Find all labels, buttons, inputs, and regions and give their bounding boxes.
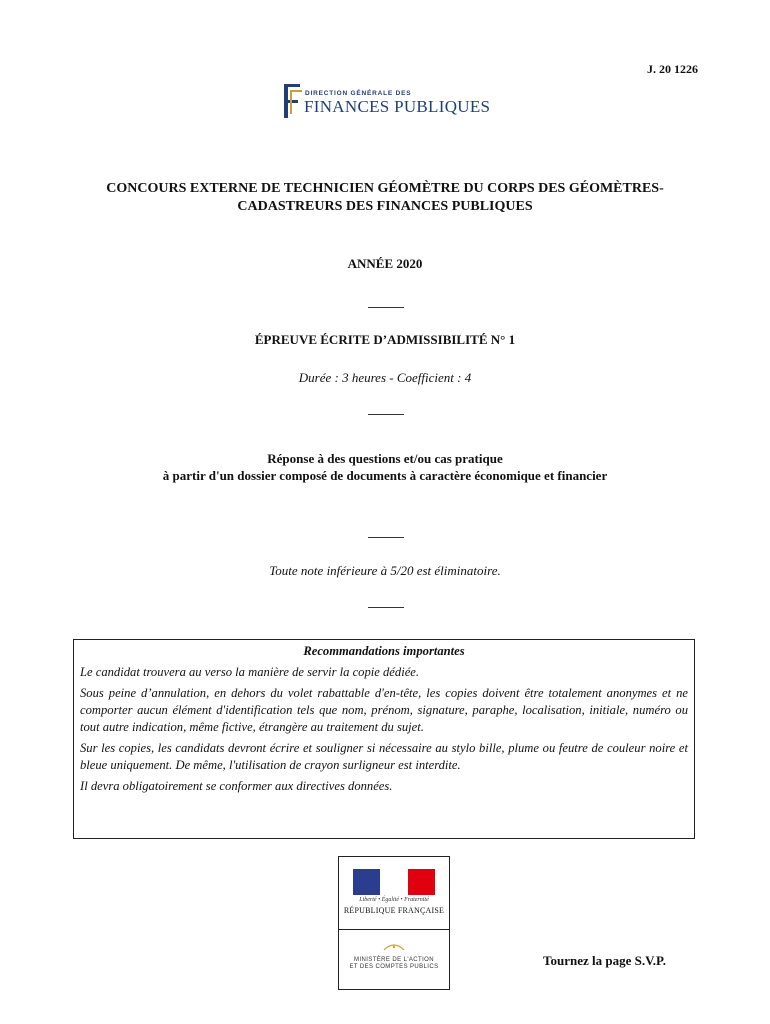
ministry-line1: MINISTÈRE DE L'ACTION bbox=[354, 957, 434, 963]
recommendation-paragraph: Sous peine d’annulation, en dehors du volet rabattable d'en-tête, les copies doivent être totalement anonymes et ne comporter aucun élément d'identification tels que nom, prénom, signature, paraphe, localisation, initiale, numéro ou tout autre indication, même fictive, étrangère au traitement du sujet. bbox=[80, 686, 688, 734]
recommendation-paragraph: Il devra obligatoirement se conformer aux directives données. bbox=[80, 779, 393, 793]
separator bbox=[368, 307, 404, 308]
recommendations-title: Recommandations importantes bbox=[303, 644, 465, 658]
exam-year: ANNÉE 2020 bbox=[347, 256, 423, 271]
recommendation-paragraph: Le candidat trouvera au verso la manière de servir la copie dédiée. bbox=[80, 665, 420, 679]
logo-line1: DIRECTION GÉNÉRALE DES bbox=[305, 90, 412, 97]
exam-title-line2: CADASTREURS DES FINANCES PUBLIQUES bbox=[237, 199, 533, 214]
ministry-emblem-icon bbox=[382, 942, 406, 952]
turn-page-note: Tournez la page S.V.P. bbox=[543, 953, 667, 968]
duree-coefficient: Durée : 3 heures - Coefficient : 4 bbox=[298, 370, 472, 385]
separator bbox=[368, 607, 404, 608]
separator bbox=[368, 414, 404, 415]
document-reference: J. 20 1226 bbox=[647, 62, 698, 76]
republic-motto: Liberté • Égalité • Fraternité bbox=[359, 897, 429, 903]
ministry-name bbox=[339, 957, 449, 971]
description-line2: à partir d'un dossier composé de documents à caractère économique et financier bbox=[162, 468, 608, 483]
epreuve-title: ÉPREUVE ÉCRITE D’ADMISSIBILITÉ N° 1 bbox=[254, 332, 516, 347]
dgfip-emblem-icon bbox=[278, 80, 304, 122]
marianne-flag-icon bbox=[353, 869, 435, 895]
marianne-logo-block bbox=[338, 856, 450, 990]
logo-line2: FINANCES PUBLIQUES bbox=[304, 97, 491, 116]
separator bbox=[368, 537, 404, 538]
dgfip-logo bbox=[278, 80, 498, 122]
epreuve-description bbox=[0, 450, 770, 484]
exam-title bbox=[0, 180, 770, 216]
ministry-line2: ET DES COMPTES PUBLICS bbox=[349, 964, 439, 970]
exam-title-line1: CONCOURS EXTERNE DE TECHNICIEN GÉOMÈTRE DU CORPS DES GÉOMÈTRES- bbox=[106, 181, 664, 196]
republique-francaise: RÉPUBLIQUE FRANÇAISE bbox=[343, 906, 445, 915]
note-eliminatoire: Toute note inférieure à 5/20 est éliminatoire. bbox=[269, 563, 501, 578]
recommendation-paragraph: Sur les copies, les candidats devront écrire et souligner si nécessaire au stylo bille, plume ou feutre de couleur noire et bleue uniquement. De même, l'utilisation de crayon surligneur est interdite. bbox=[80, 741, 688, 772]
description-line1: Réponse à des questions et/ou cas pratique bbox=[267, 451, 503, 466]
recommendations-box bbox=[73, 639, 695, 839]
divider bbox=[339, 929, 449, 930]
